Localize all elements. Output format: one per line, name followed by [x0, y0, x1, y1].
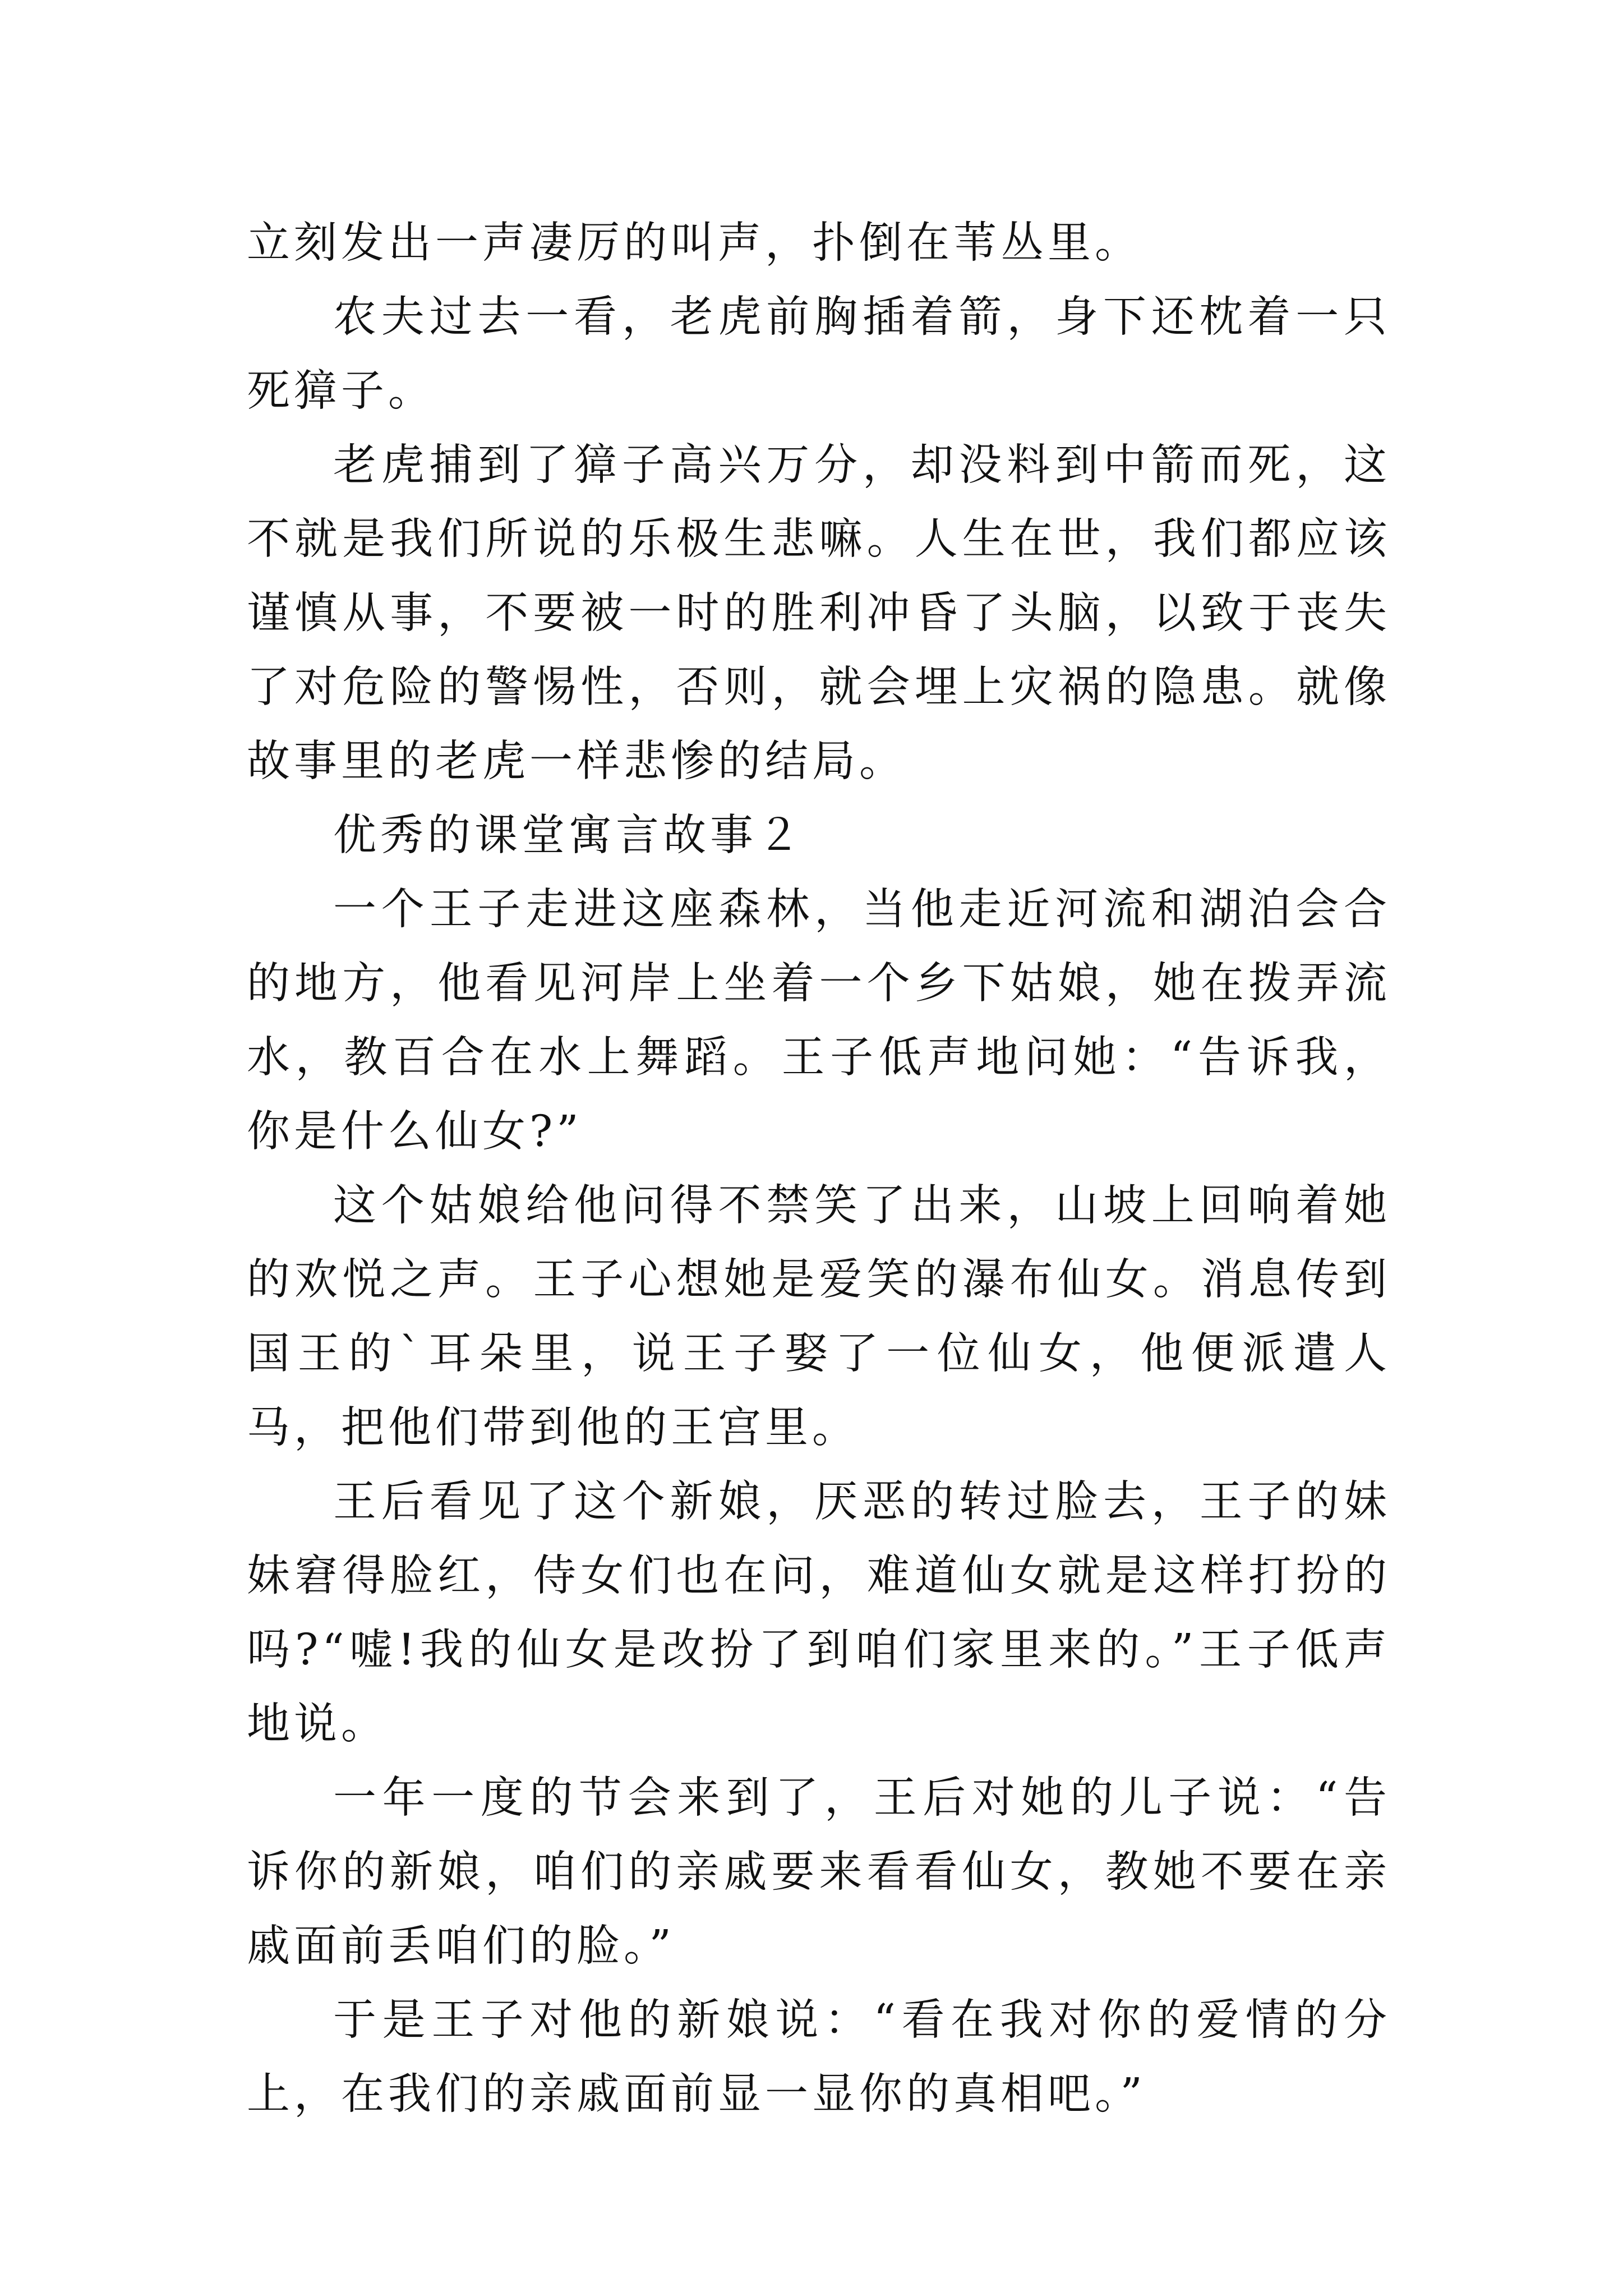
- body-text: [247, 206, 1391, 2132]
- paragraph: 老虎捕到了獐子高兴万分，却没料到中箭而死，这不就是我们所说的乐极生悲嘛。人生在世，我们都应该谨慎从事，不要被一时的胜利冲昏了头脑，以致于丧失了对危险的警惕性，否则，就会埋上灾祸的隐患。就像故事里的老虎一样悲惨的结局。: [247, 440, 1391, 786]
- paragraph: 立刻发出一声凄厉的叫声，扑倒在苇丛里。: [247, 218, 1142, 268]
- paragraph: 农夫过去一看，老虎前胸插着箭，身下还枕着一只死獐子。: [247, 292, 1391, 416]
- paragraph: 一年一度的节会来到了，王后对她的儿子说：“告诉你的新娘，咱们的亲戚要来看看仙女，教她不要在亲戚面前丢咱们的脸。”: [247, 1773, 1391, 1971]
- paragraph: 于是王子对他的新娘说：“看在我对你的爱情的分上，在我们的亲戚面前显一显你的真相吧。”: [247, 1995, 1391, 2119]
- paragraph: 一个王子走进这座森林，当他走近河流和湖泊会合的地方，他看见河岸上坐着一个乡下姑娘，她在拨弄流水，教百合在水上舞蹈。王子低声地问她：“告诉我，你是什么仙女?”: [247, 885, 1391, 1157]
- paragraph: 王后看见了这个新娘，厌恶的转过脸去，王子的妹妹窘得脸红，侍女们也在问，难道仙女就是这样打扮的吗?“嘘!我的仙女是改扮了到咱们家里来的。”王子低声地说。: [247, 1477, 1391, 1749]
- paragraph: 这个姑娘给他问得不禁笑了出来，山坡上回响着她的欢悦之声。王子心想她是爱笑的瀑布仙女。消息传到国王的`耳朵里，说王子娶了一位仙女，他便派遣人马，把他们带到他的王宫里。: [247, 1181, 1391, 1453]
- section-heading: 优秀的课堂寓言故事２: [333, 811, 804, 861]
